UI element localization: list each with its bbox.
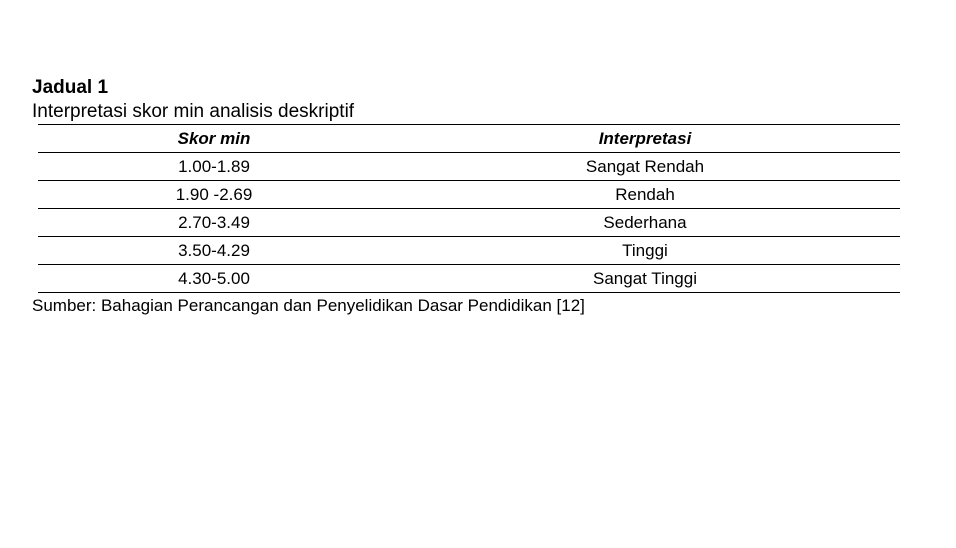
cell-skor-min: 1.00-1.89: [38, 153, 390, 181]
cell-skor-min: 3.50-4.29: [38, 237, 390, 265]
cell-skor-min: 1.90 -2.69: [38, 181, 390, 209]
cell-interpretasi: Sangat Tinggi: [390, 265, 900, 293]
table-row: [38, 209, 900, 237]
table-source-note: Sumber: Bahagian Perancangan dan Penyelidikan Dasar Pendidikan [12]: [32, 296, 585, 315]
cell-interpretasi: Tinggi: [390, 237, 900, 265]
table-header-row: [38, 125, 900, 153]
header-skor-min: Skor min: [38, 125, 390, 153]
cell-interpretasi: Sederhana: [390, 209, 900, 237]
score-interpretation-table: [38, 124, 900, 293]
header-interpretasi: Interpretasi: [390, 125, 900, 153]
document-content: [32, 76, 900, 318]
table-row: [38, 237, 900, 265]
table-row: [38, 181, 900, 209]
cell-skor-min: 2.70-3.49: [38, 209, 390, 237]
table-caption-title: Interpretasi skor min analisis deskriptif: [32, 101, 355, 122]
table-caption-label: Jadual 1: [32, 77, 109, 98]
cell-interpretasi: Rendah: [390, 181, 900, 209]
table-row: [38, 153, 900, 181]
table-row: [38, 265, 900, 293]
cell-skor-min: 4.30-5.00: [38, 265, 390, 293]
cell-interpretasi: Sangat Rendah: [390, 153, 900, 181]
